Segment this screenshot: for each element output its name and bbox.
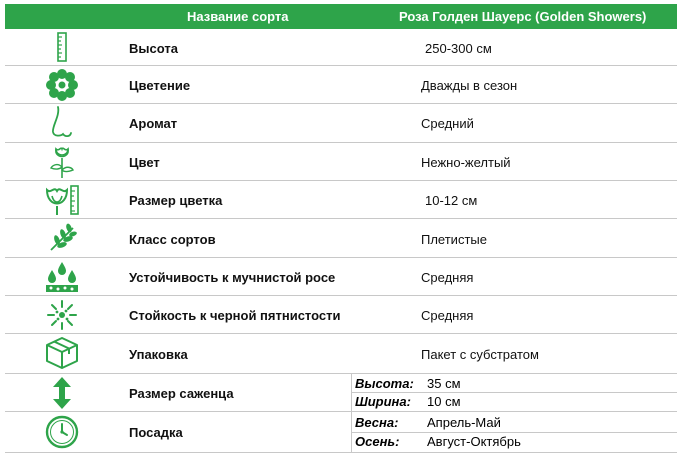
row-label: Упаковка <box>129 347 188 362</box>
vertical-arrows-icon <box>38 375 86 411</box>
row-label: Высота <box>129 41 178 56</box>
table-row <box>5 66 677 104</box>
sub-value: Август-Октябрь <box>427 434 521 449</box>
sub-key: Ширина: <box>355 394 411 409</box>
table-row-planting <box>5 412 677 453</box>
spots-icon <box>38 297 86 333</box>
table-row <box>5 29 677 66</box>
row-value: Нежно-желтый <box>421 155 511 170</box>
table-row-seedling <box>5 374 677 412</box>
sub-value: 35 см <box>427 376 461 391</box>
row-label: Стойкость к черной пятнистости <box>129 308 341 323</box>
rose-icon <box>38 144 86 180</box>
table-row <box>5 296 677 334</box>
planting-spring <box>351 413 677 433</box>
row-label: Размер цветка <box>129 193 223 208</box>
nose-icon <box>38 105 86 141</box>
header-variety-name: Роза Голден Шауерс (Golden Showers) <box>399 9 647 24</box>
seedling-width <box>351 392 677 412</box>
ruler-icon <box>38 29 86 65</box>
sub-key: Высота: <box>355 376 414 391</box>
table-row <box>5 143 677 181</box>
clock-icon <box>38 414 86 450</box>
table-row <box>5 219 677 258</box>
row-label: Класс сортов <box>129 232 216 247</box>
seedling-height <box>351 374 677 394</box>
table-header <box>5 4 677 29</box>
sub-key: Осень: <box>355 434 400 449</box>
sub-value: Апрель-Май <box>427 415 501 430</box>
row-value: Плетистые <box>421 232 487 247</box>
table-row <box>5 258 677 296</box>
box-icon <box>38 335 86 371</box>
branch-icon <box>38 220 86 256</box>
row-value: 10-12 см <box>425 193 478 208</box>
row-label: Аромат <box>129 116 178 131</box>
table-row <box>5 334 677 374</box>
row-value: Средняя <box>421 270 474 285</box>
row-value: Средняя <box>421 308 474 323</box>
rose-size-icon <box>38 182 86 218</box>
row-label: Размер саженца <box>129 386 234 401</box>
planting-autumn <box>351 432 677 452</box>
sub-value: 10 см <box>427 394 461 409</box>
table-row <box>5 181 677 219</box>
row-label: Цветение <box>129 78 191 93</box>
row-label: Посадка <box>129 425 183 440</box>
table-row <box>5 104 677 143</box>
row-value: Средний <box>421 116 474 131</box>
row-value: Пакет с субстратом <box>421 347 539 362</box>
row-label: Цвет <box>129 155 160 170</box>
row-value: 250-300 см <box>425 41 492 56</box>
row-value: Дважды в сезон <box>421 78 518 93</box>
row-label: Устойчивость к мучнистой росе <box>129 270 336 285</box>
drops-icon <box>38 259 86 295</box>
header-variety-label: Название сорта <box>187 9 289 24</box>
flower-icon <box>38 67 86 103</box>
sub-key: Весна: <box>355 415 399 430</box>
